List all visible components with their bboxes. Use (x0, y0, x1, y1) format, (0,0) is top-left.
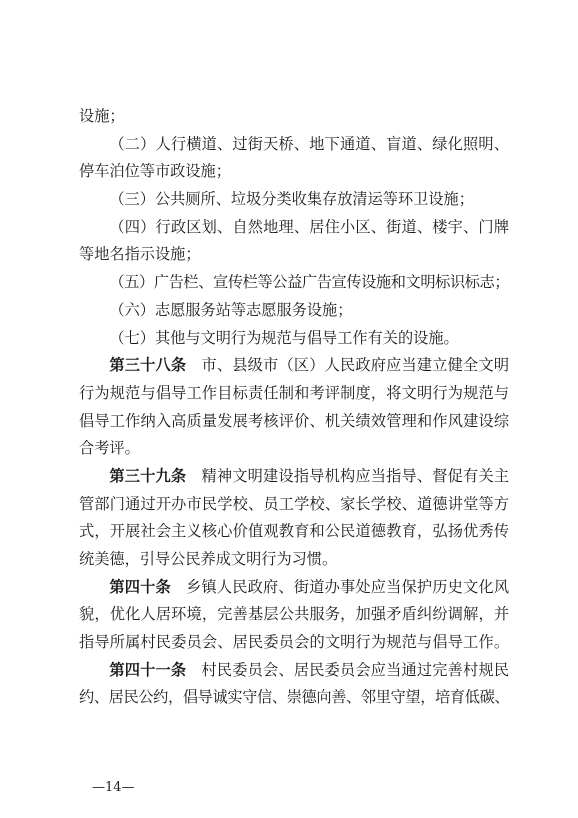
text-line-content: 乡镇人民政府、街道办事处应当保护历史文化风 (186, 577, 510, 596)
article-40 (79, 574, 509, 657)
text-line: 指导所属村民委员会、居民委员会的文明行为规范与倡导工作。 (79, 633, 509, 652)
text-line: （四）行政区划、自然地理、居住小区、街道、楼宇、门牌 (109, 217, 509, 236)
text-line: 停车泊位等市政设施； (79, 162, 231, 181)
article-number: 第四十一条 (109, 660, 187, 679)
list-item-3 (79, 186, 509, 214)
text-line: 倡导工作纳入高质量发展考核评价、机关绩效管理和作风建设综 (79, 411, 509, 430)
list-item-2 (79, 131, 509, 186)
article-first-line (79, 574, 509, 602)
text-line-content: 市、县级市（区）人民政府应当建立健全文明 (201, 356, 510, 375)
text-line: 行为规范与倡导工作目标责任制和考评制度，将文明行为规范与 (79, 383, 509, 402)
text-line: 管部门通过开办市民学校、员工学校、家长学校、道德讲堂等方 (79, 494, 509, 513)
text-line: 貌，优化人居环境，完善基层公共服务，加强矛盾纠纷调解，并 (79, 605, 509, 624)
article-number: 第三十九条 (109, 466, 187, 485)
text-line: （二）人行横道、过街天桥、地下通道、盲道、绿化照明、 (109, 134, 509, 153)
text-line: 统美德，引导公民养成文明行为习惯。 (79, 550, 338, 568)
text-line: （三）公共厕所、垃圾分类收集存放清运等环卫设施； (109, 190, 474, 209)
text-line: 约、居民公约，倡导诚实守信、崇德向善、邻里守望，培育低碳、 (79, 688, 509, 707)
text-line: （七）其他与文明行为规范与倡导工作有关的设施。 (109, 328, 459, 347)
article-39 (79, 463, 509, 574)
text-line: 等地名指示设施； (79, 245, 201, 264)
article-38 (79, 352, 509, 463)
article-first-line (79, 463, 509, 491)
list-item-7 (79, 325, 509, 353)
article-first-line (79, 352, 509, 380)
article-first-line (79, 657, 509, 685)
article-number: 第四十条 (109, 577, 171, 596)
text-line: 设施； (79, 107, 125, 125)
list-item-5 (79, 269, 509, 297)
text-line: （五）广告栏、宣传栏等公益广告宣传设施和文明标识标志； (109, 273, 509, 292)
article-41 (79, 657, 509, 712)
list-item-6 (79, 297, 509, 325)
body-text (79, 103, 509, 712)
text-line-content: 精神文明建设指导机构应当指导、督促有关主 (201, 466, 510, 485)
text-line: （六）志愿服务站等志愿服务设施； (109, 300, 353, 319)
article-number: 第三十八条 (109, 356, 187, 375)
page-number: —14— (92, 780, 135, 795)
text-line-content: 村民委员会、居民委员会应当通过完善村规民 (201, 660, 510, 679)
list-item-4 (79, 214, 509, 269)
continued-paragraph (79, 103, 509, 131)
text-line: 合考评。 (79, 439, 140, 458)
text-line: 式，开展社会主义核心价值观教育和公民道德教育，弘扬优秀传 (79, 522, 509, 541)
